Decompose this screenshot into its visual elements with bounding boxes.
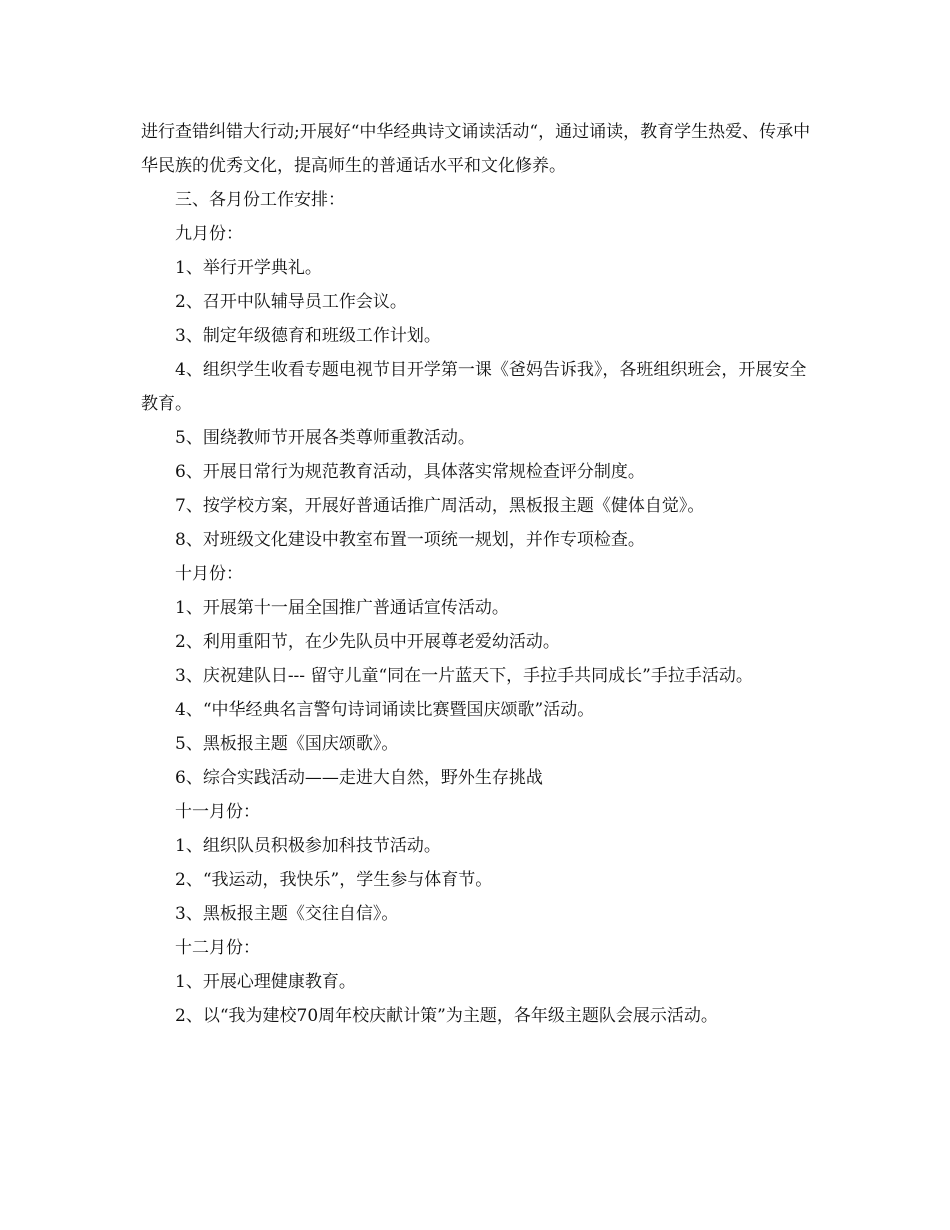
list-item: 2、“我运动，我快乐”，学生参与体育节。 [175,870,493,890]
month-heading-december: 十二月份： [175,938,260,958]
list-item: 1、开展心理健康教育。 [175,972,356,992]
list-item: 3、庆祝建队日--- 留守儿童“同在一片蓝天下，手拉手共同成长”手拉手活动。 [175,666,753,686]
list-item: 1、举行开学典礼。 [175,258,322,278]
list-item: 4、组织学生收看专题电视节目开学第一课《爸妈告诉我》，各班组织班会，开展安全教育。 [141,360,807,414]
list-item: 1、组织队员积极参加科技节活动。 [175,836,441,856]
list-item: 5、黑板报主题《国庆颂歌》。 [175,734,399,754]
paragraph-intro-continuation: 进行查错纠错大行动;开展好“中华经典诗文诵读活动“，通过诵读，教育学生热爱、传承中华民族的优秀文化，提高师生的普通话水平和文化修养。 [141,122,811,176]
list-item: 3、黑板报主题《交往自信》。 [175,904,399,924]
list-item: 4、“中华经典名言警句诗词诵读比赛暨国庆颂歌”活动。 [175,700,595,720]
list-item: 1、开展第十一届全国推广普通话宣传活动。 [175,598,509,618]
list-item: 5、围绕教师节开展各类尊师重教活动。 [175,428,475,448]
list-item: 6、开展日常行为规范教育活动，具体落实常规检查评分制度。 [175,462,645,482]
month-heading-november: 十一月份： [175,802,260,822]
document-body [141,115,816,1033]
list-item: 2、以“我为建校70周年校庆献计策”为主题，各年级主题队会展示活动。 [175,1006,718,1026]
list-item: 2、利用重阳节，在少先队员中开展尊老爱幼活动。 [175,632,560,652]
list-item: 3、制定年级德育和班级工作计划。 [175,326,441,346]
month-heading-september: 九月份： [175,224,243,244]
section-heading-monthly-plan: 三、各月份工作安排： [175,190,345,210]
month-heading-october: 十月份： [175,564,243,584]
list-item: 2、召开中队辅导员工作会议。 [175,292,407,312]
list-item: 7、按学校方案，开展好普通话推广周活动，黑板报主题《健体自觉》。 [175,496,705,516]
list-item: 6、综合实践活动——走进大自然，野外生存挑战 [175,768,543,788]
list-item: 8、对班级文化建设中教室布置一项统一规划，并作专项检查。 [175,530,645,550]
